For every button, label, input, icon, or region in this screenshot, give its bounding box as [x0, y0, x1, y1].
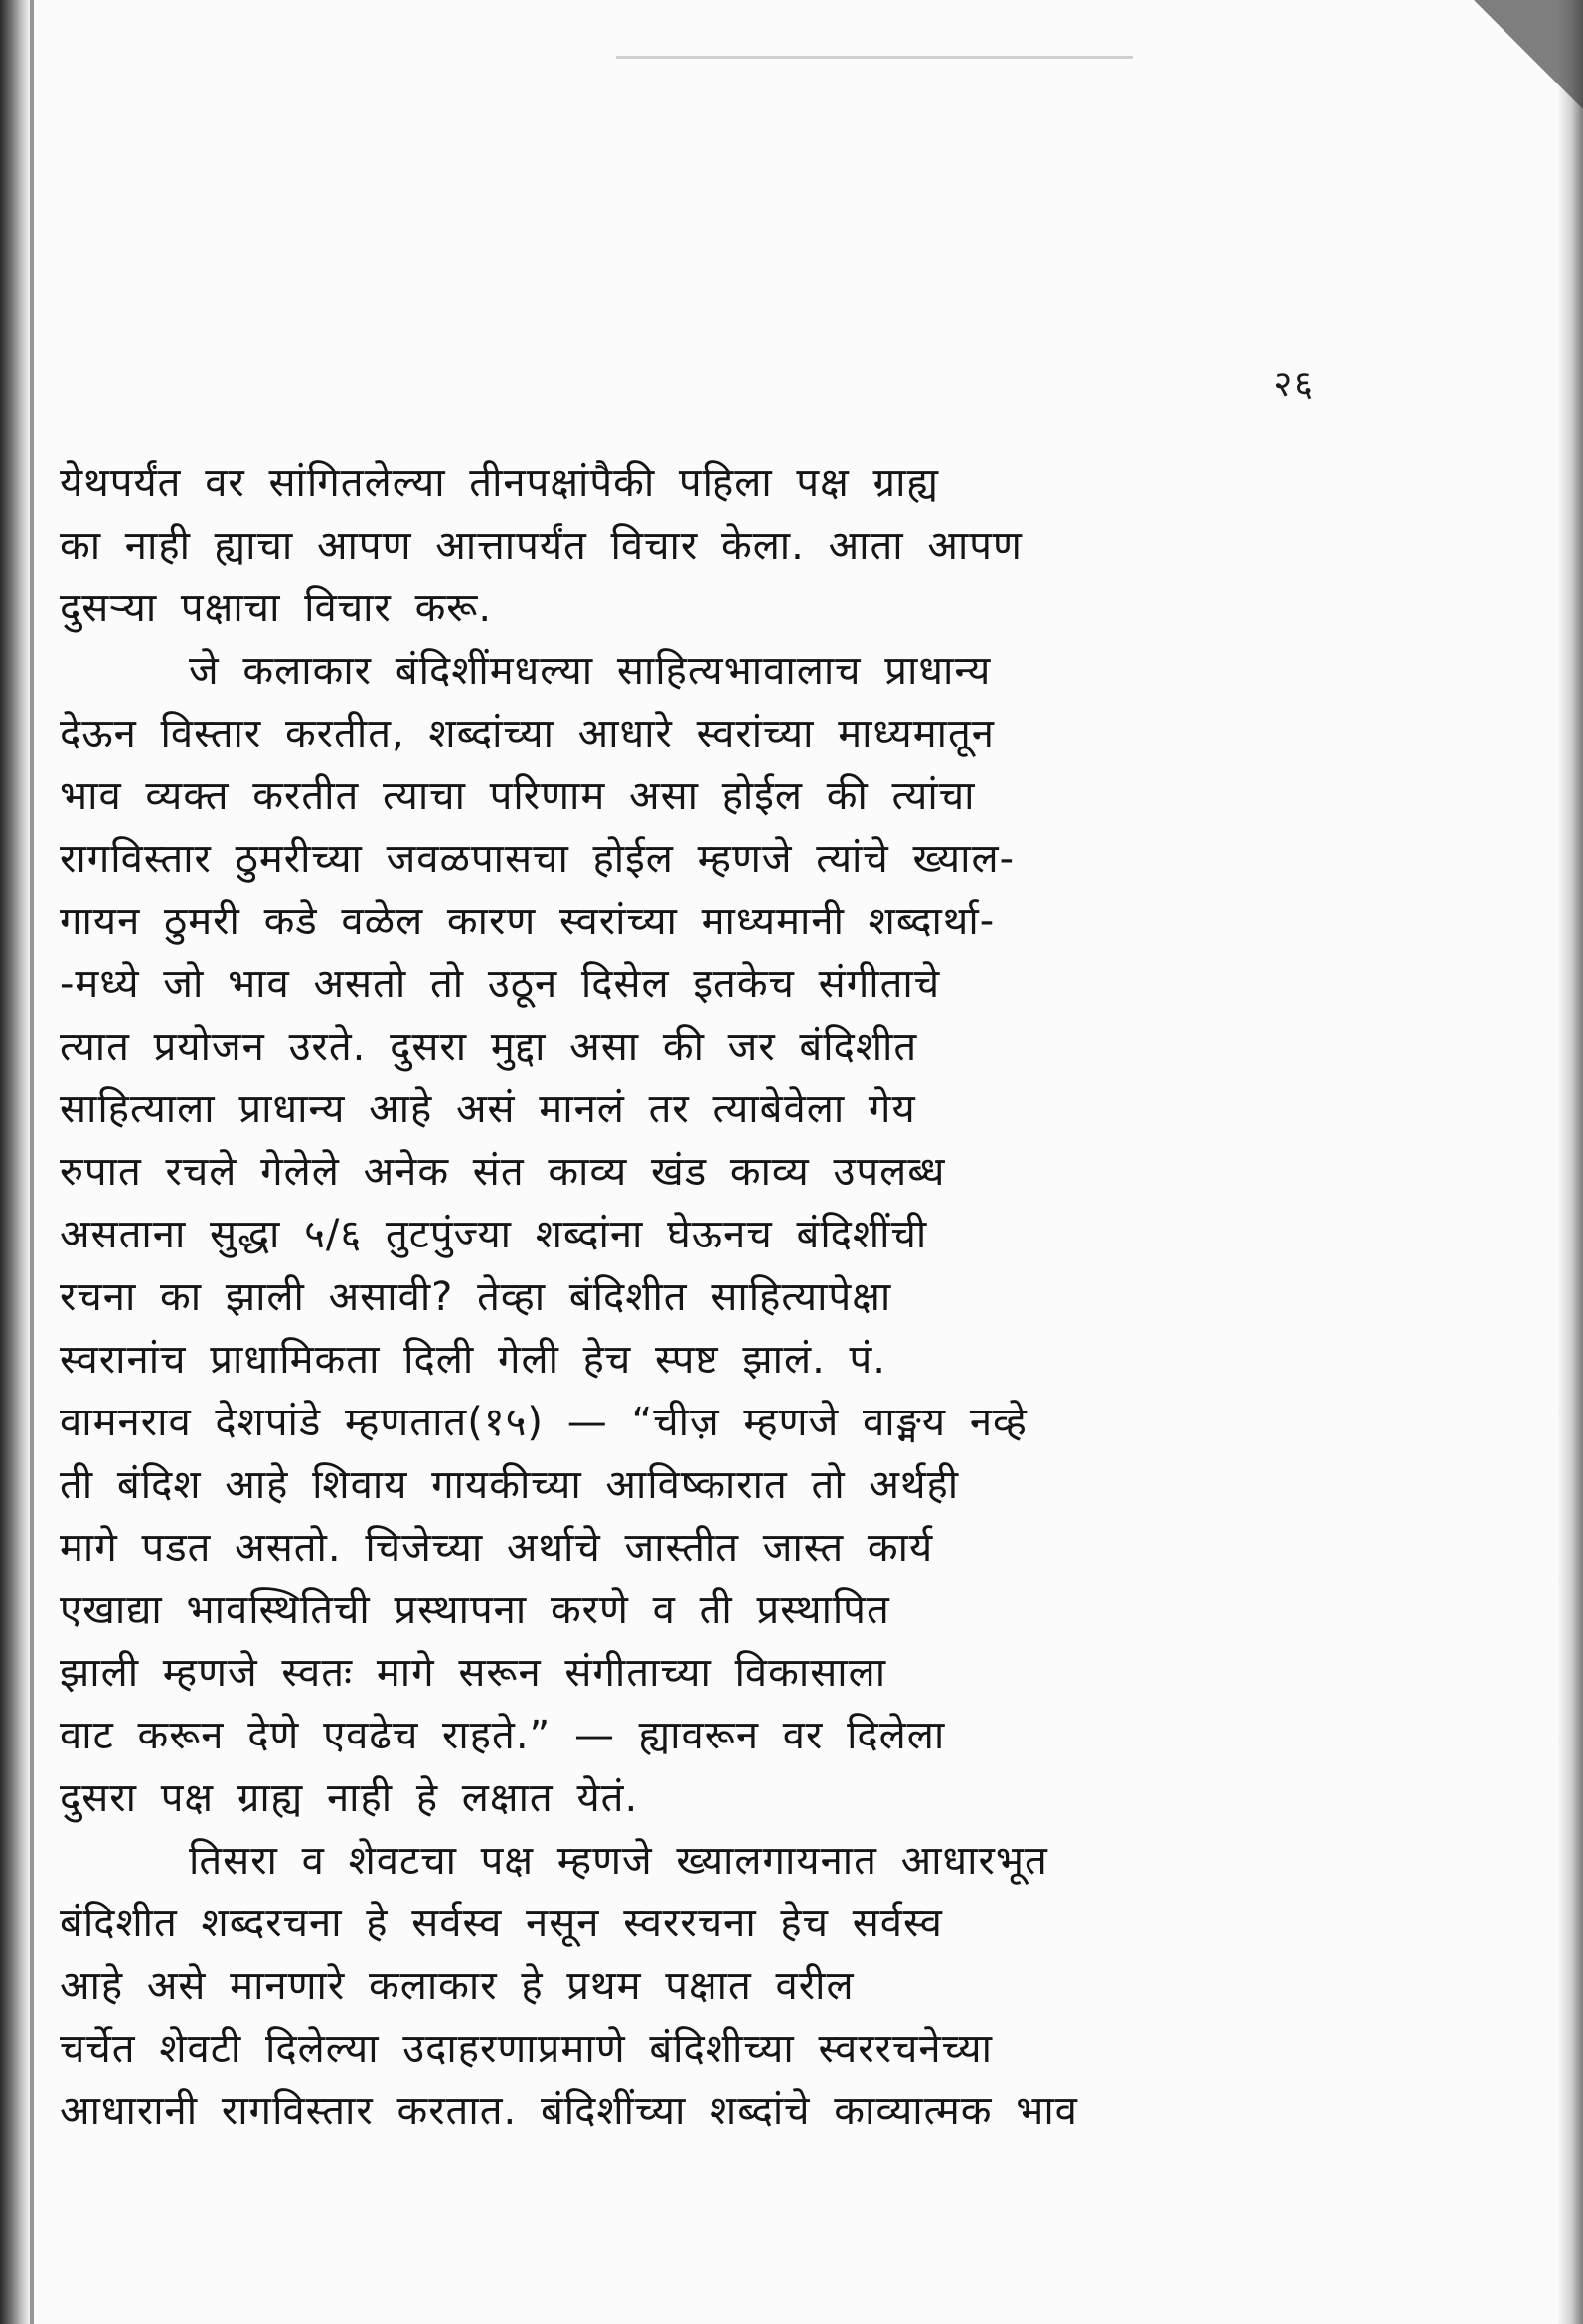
- text-line: रुपात रचले गेलेले अनेक संत काव्य खंड काव्य उपलब्ध: [60, 1149, 946, 1195]
- text-line: असताना सुद्धा ५/६ तुटपुंज्या शब्दांना घेऊनच बंदिशींची: [60, 1212, 928, 1257]
- text-line: साहित्याला प्राधान्य आहे असं मानलं तर त्याबेवेला गेय: [60, 1086, 916, 1132]
- text-line: मागे पडत असतो. चिजेच्या अर्थाचे जास्तीत जास्त कार्य: [60, 1525, 934, 1571]
- binding-shadow: [0, 0, 30, 2324]
- text-line: गायन ठुमरी कडे वळेल कारण स्वरांच्या माध्यमानी शब्दार्था-: [60, 899, 996, 944]
- text-line: दुसऱ्या पक्षाचा विचार करू.: [60, 585, 493, 631]
- text-line: जे कलाकार बंदिशींमधल्या साहित्यभावालाच प्राधान्य: [189, 648, 992, 694]
- text-line: स्वरानांच प्राधामिकता दिली गेली हेच स्पष्ट झालं. पं.: [60, 1337, 886, 1383]
- text-line: रागविस्तार ठुमरीच्या जवळपासचा होईल म्हणजे त्यांचे ख्याल-: [60, 836, 1016, 882]
- text-line: एखाद्या भावस्थितिची प्रस्थापना करणे व ती प्रस्थापित: [60, 1587, 890, 1633]
- text-line: -मध्ये जो भाव असतो तो उठून दिसेल इतकेच संगीताचे: [60, 961, 941, 1007]
- text-line: तिसरा व शेवटचा पक्ष म्हणजे ख्यालगायनात आधारभूत: [189, 1838, 1048, 1884]
- text-line: येथपर्यंत वर सांगितलेल्या तीनपक्षांपैकी पहिला पक्ष ग्राह्य: [60, 460, 939, 506]
- page-number: २६: [1273, 364, 1315, 405]
- text-line: दुसरा पक्ष ग्राह्य नाही हे लक्षात येतं.: [60, 1775, 639, 1821]
- binding-edge: [30, 0, 34, 2324]
- text-line: वाट करून देणे एवढेच राहते.” — ह्यावरून वर दिलेला: [60, 1713, 946, 1758]
- text-line: झाली म्हणजे स्वतः मागे सरून संगीताच्या विकासाला: [60, 1650, 887, 1696]
- text-line: ती बंदिश आहे शिवाय गायकीच्या आविष्कारात तो अर्थही: [60, 1462, 960, 1508]
- text-line: चर्चेत शेवटी दिलेल्या उदाहरणाप्रमाणे बंदिशीच्या स्वररचनेच्या: [60, 2026, 993, 2072]
- text-line: बंदिशीत शब्दरचना हे सर्वस्व नसून स्वररचना हेच सर्वस्व: [60, 1901, 943, 1946]
- text-line: देऊन विस्तार करतीत, शब्दांच्या आधारे स्वरांच्या माध्यमातून: [60, 711, 996, 756]
- corner-fold: [1474, 0, 1583, 109]
- text-line: का नाही ह्याचा आपण आत्तापर्यंत विचार केला. आता आपण: [60, 523, 1023, 569]
- text-line: आधारानी रागविस्तार करतात. बंदिशींच्या शब्दांचे काव्यात्मक भाव: [60, 2088, 1078, 2134]
- handwritten-body: [60, 452, 1421, 2143]
- text-line: त्यात प्रयोजन उरते. दुसरा मुद्दा असा की जर बंदिशीत: [60, 1024, 918, 1070]
- text-line: रचना का झाली असावी? तेव्हा बंदिशीत साहित्यापेक्षा: [60, 1274, 892, 1320]
- text-line: भाव व्यक्त करतीत त्याचा परिणाम असा होईल की त्यांचा: [60, 773, 976, 819]
- page-edge-shadow: [1557, 0, 1583, 2324]
- top-scan-mark: [616, 56, 1133, 59]
- text-line: आहे असे मानणारे कलाकार हे प्रथम पक्षात वरील: [60, 1963, 855, 2009]
- text-line: वामनराव देशपांडे म्हणतात(१५) — “चीज़ म्हणजे वाङ्मय नव्हे: [60, 1400, 1028, 1445]
